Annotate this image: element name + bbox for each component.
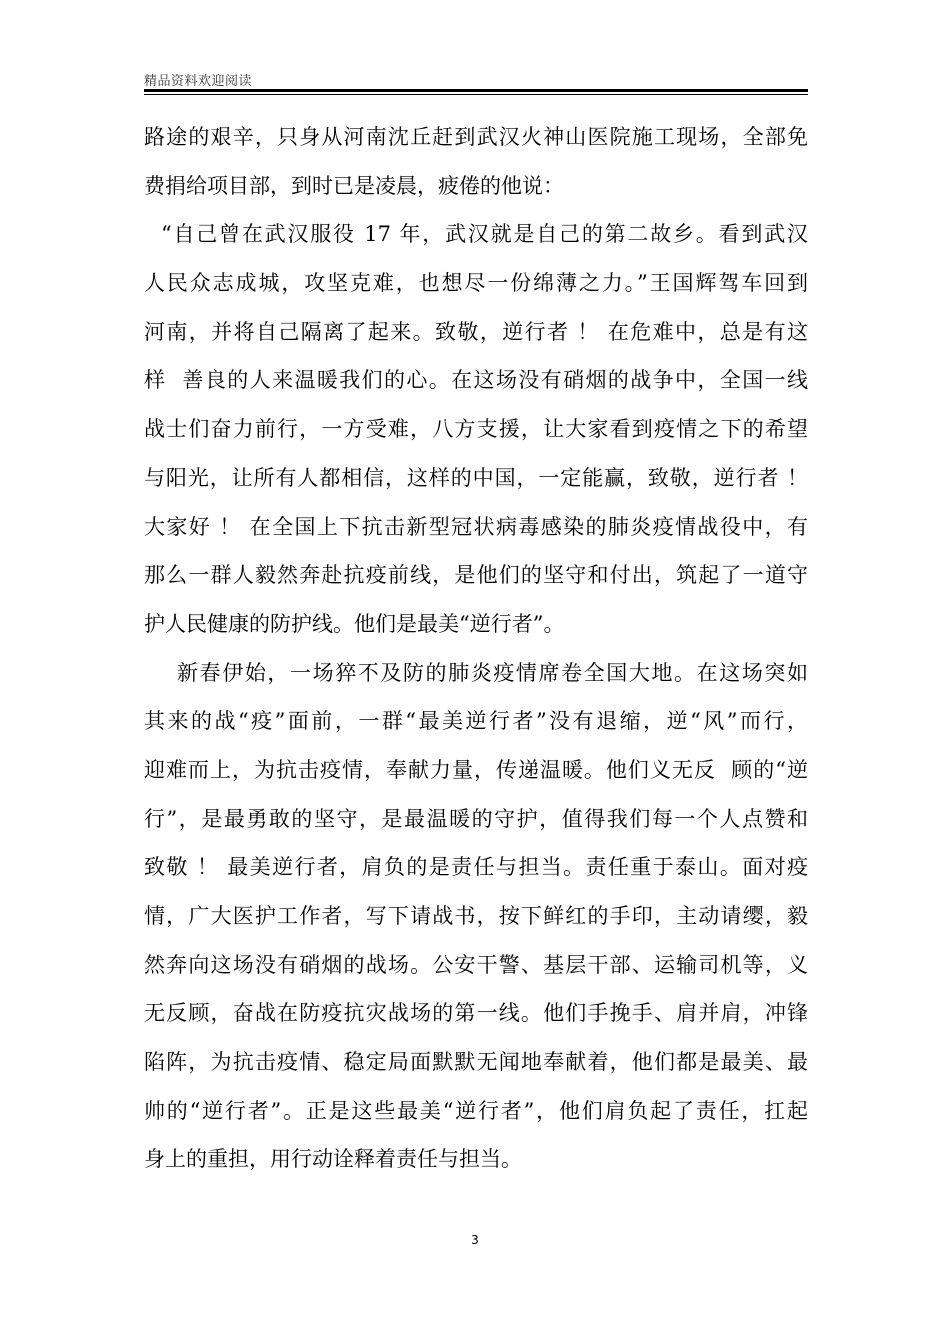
text-line: 费捐给项目部，到时已是凌晨，疲倦的他说：	[144, 173, 564, 198]
text-line: 河南，并将自己隔离了起来。致敬，逆行者 ！ 在危难中，总是有这	[144, 319, 808, 344]
page-number: 3	[471, 1233, 479, 1247]
text-line: 然奔向这场没有硝烟的战场。公安干警、基层干部、运输司机等，义	[144, 952, 808, 977]
header-rule-thick	[144, 89, 808, 92]
text-line: 身上的重担，用行动诠释着责任与担当。	[144, 1147, 522, 1172]
text-line: 帅的“逆行者”。正是这些最美“逆行者”，他们肩负起了责任，扛起	[144, 1098, 808, 1123]
text-line: 行”，是最勇敢的坚守，是最温暖的守护，值得我们每一个人点赞和	[144, 806, 808, 831]
text-line: “自己曾在武汉服役 17 年，武汉就是自己的第二故乡。看到武汉	[144, 222, 808, 247]
header-rule-thin	[144, 94, 808, 95]
text-line: 其来的战“疫”面前，一群“最美逆行者”没有退缩，逆“风”而行，	[144, 709, 808, 734]
text-line: 情，广大医护工作者，写下请战书，按下鲜红的手印，主动请缨，毅	[144, 904, 808, 928]
document-body	[144, 113, 808, 1184]
page-header: 精品资料欢迎阅读	[144, 74, 253, 89]
text-line: 路途的艰辛，只身从河南沈丘赶到武汉火神山医院施工现场，全部免	[144, 125, 808, 149]
text-line: 护人民健康的防护线。他们是最美“逆行者”。	[144, 611, 565, 636]
text-line: 陷阵，为抗击疫情、稳定局面默默无闻地奉献着，他们都是最美、最	[144, 1050, 808, 1075]
text-line: 大家好 ！ 在全国上下抗击新型冠状病毒感染的肺炎疫情战役中，有	[144, 514, 808, 539]
text-line: 新春伊始，一场猝不及防的肺炎疫情席卷全国大地。在这场突如	[144, 660, 808, 685]
text-line: 战士们奋力前行，一方受难，八方支援，让大家看到疫情之下的希望	[144, 417, 808, 442]
text-line: 致敬 ！ 最美逆行者，肩负的是责任与担当。责任重于泰山。面对疫	[144, 855, 808, 880]
text-line: 迎难而上，为抗击疫情，奉献力量，传递温暖。他们义无反 顾的“逆	[144, 757, 808, 782]
text-line: 无反顾，奋战在防疫抗灾战场的第一线。他们手挽手、肩并肩，冲锋	[144, 1001, 808, 1026]
text-line: 与阳光，让所有人都相信，这样的中国，一定能赢，致敬，逆行者 ！	[144, 465, 808, 490]
text-line: 那么一群人毅然奔赴抗疫前线，是他们的坚守和付出，筑起了一道守	[144, 563, 808, 588]
text-line: 样 善良的人来温暖我们的心。在这场没有硝烟的战争中，全国一线	[144, 368, 808, 393]
text-line: 人民众志成城，攻坚克难，也想尽一份绵薄之力。”王国辉驾车回到	[144, 271, 808, 296]
